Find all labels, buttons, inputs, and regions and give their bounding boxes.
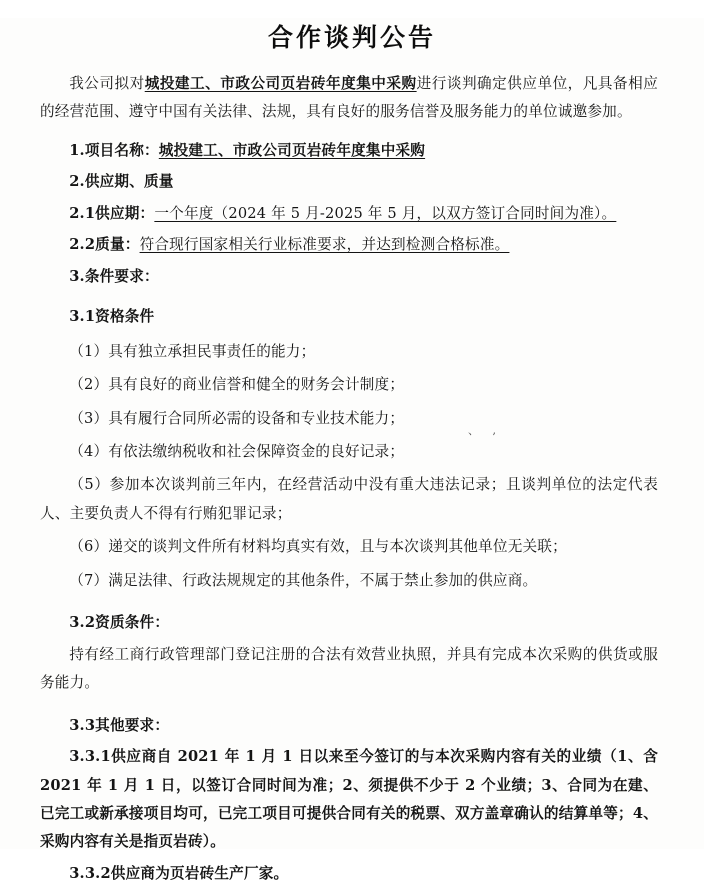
qualification-item: （7）满足法律、行政法规规定的其他条件，不属于禁止参加的供应商。 — [69, 571, 538, 589]
section-supply-quality: 2.供应期、质量 — [69, 173, 174, 191]
qualification-item: （1）具有独立承担民事责任的能力； — [69, 342, 316, 360]
section-supply-period — [40, 200, 658, 228]
intro-prefix: 我公司拟对 — [69, 75, 145, 92]
section-project-name-label: 1.项目名称： — [69, 141, 159, 159]
document-page — [0, 18, 704, 882]
section-supply-period-value: 一个年度（2024 年 5 月-2025 年 5 月，以双方签订合同时间为准）。 — [154, 204, 617, 222]
intro-emphasis: 城投建工、市政公司页岩砖年度集中采购 — [144, 75, 417, 92]
section-conditions: 3.条件要求： — [69, 267, 159, 285]
document-body — [0, 70, 704, 888]
qualification-item: （2）具有良好的商业信誉和健全的财务会计制度； — [69, 376, 405, 394]
other-requirement-item-1: 3.3.1供应商自 2021 年 1 月 1 日以来至今签订的与本次采购内容有关的业绩（1、含 2021 年 1 月 1 日，以签订合同时间为准；2、须提供不少于 2 个业绩；3、合同为在建、已完工或新承接项目均可，已完工项目可提供合同有关的税票、双方盖章确认的结算单等；4、采购内容有关是指页岩砖）。 — [40, 748, 658, 851]
section-other-requirements-heading: 3.3其他要求： — [69, 716, 170, 734]
section-qualification-cert-body: 持有经工商行政管理部门登记注册的合法有效营业执照，并具有完成本次采购的供货或服务能力。 — [40, 645, 658, 692]
qualification-item: （5）参加本次谈判前三年内，在经营活动中没有重大违法记录；且谈判单位的法定代表人、主要负责人不得有行贿犯罪记录； — [40, 476, 658, 522]
section-project-name — [40, 137, 658, 165]
qualification-item: （6）递交的谈判文件所有材料均真实有效，且与本次谈判其他单位无关联； — [69, 538, 567, 556]
section-quality-label: 2.2质量： — [69, 236, 140, 254]
intro-paragraph — [40, 70, 658, 127]
intro-suffix: 进行谈判确定供应单位，凡具备相应的经营范围、遵守中国有关法律、法规，具有良好的服务信誉及服务能力的单位诚邀参加。 — [40, 75, 658, 121]
section-quality-value: 符合现行国家相关行业标准要求，并达到检测合格标准。 — [139, 236, 510, 254]
section-qualification-conditions: 3.1资格条件 — [69, 308, 155, 326]
section-quality — [40, 231, 658, 259]
other-requirement-item-2: 3.3.2供应商为页岩砖生产厂家。 — [69, 864, 289, 882]
page-title: 合作谈判公告 — [267, 23, 436, 52]
section-supply-period-label: 2.1供应期： — [69, 204, 155, 222]
stray-ink-marks: 、 , — [468, 424, 501, 437]
section-project-name-value: 城投建工、市政公司页岩砖年度集中采购 — [158, 141, 426, 159]
section-qualification-cert-heading: 3.2资质条件： — [69, 614, 170, 632]
qualification-item: （3）具有履行合同所必需的设备和专业技术能力； — [69, 409, 405, 427]
qualification-item: （4）有依法缴纳税收和社会保障资金的良好记录； — [69, 442, 405, 460]
